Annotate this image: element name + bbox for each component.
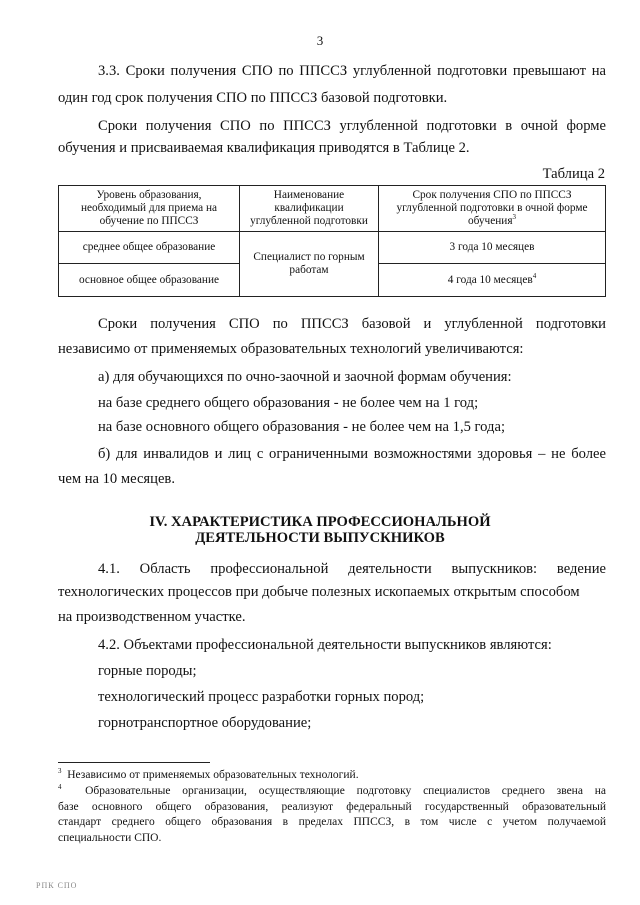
footnote-4-line4: специальности СПО. xyxy=(58,831,162,844)
qualification-table xyxy=(58,185,606,297)
list-item-a2: на базе основного общего образования - не более чем на 1,5 года; xyxy=(98,419,506,435)
section-heading-line2: ДЕЯТЕЛЬНОСТИ ВЫПУСКНИКОВ xyxy=(195,530,445,546)
para-table-intro-line2: обучения и присваиваемая квалификация приводятся в Таблице 2. xyxy=(58,140,470,156)
page-number: 3 xyxy=(316,33,324,48)
footnote-ref-3: 3 xyxy=(512,213,517,222)
para-4-1-line3: на производственном участке. xyxy=(58,609,246,625)
para-3-3-line1: 3.3. Сроки получения СПО по ППССЗ углубленной подготовки превышают на xyxy=(98,63,606,79)
footnote-4-line1: Образовательные организации, осуществляющие подготовку специалистов среднего звена на xyxy=(85,785,606,797)
table-row xyxy=(59,232,606,264)
header-term-text: Срок получения СПО по ППССЗ углубленной подготовки в очной форме обучения xyxy=(396,189,588,227)
list-item: горные породы; xyxy=(98,663,197,679)
footnote-4-mark: 4 xyxy=(58,783,62,792)
list-item-b-line1: б) для инвалидов и лиц с ограниченными возможностями здоровья – не более xyxy=(98,446,606,462)
row2-term-text: 4 года 10 месяцев xyxy=(447,273,533,286)
table-label: Таблица 2 xyxy=(542,166,605,182)
footnote-4-line2: базе основного общего образования, реализуют федеральный государственный образовательный xyxy=(58,800,606,813)
para-4-1-line2: технологических процессов при добыче полезных ископаемых открытым способом xyxy=(58,584,580,600)
footnote-4 xyxy=(58,784,606,846)
header-education-level: Уровень образования, необходимый для приема на обучение по ППССЗ xyxy=(59,186,240,232)
footnote-separator xyxy=(58,762,210,763)
list-item-b-line2: чем на 10 месяцев. xyxy=(58,471,175,487)
table-header-row xyxy=(59,186,606,232)
para-4-1-line1: 4.1. Область профессиональной деятельности выпускников: ведение xyxy=(98,561,606,577)
list-item: технологический процесс разработки горных пород; xyxy=(98,689,425,705)
section-heading-line1: IV. ХАРАКТЕРИСТИКА ПРОФЕССИОНАЛЬНОЙ xyxy=(149,514,491,530)
footnote-4-line3: стандарт среднего общего образования в пределах ППССЗ, в том числе с учетом получаемой xyxy=(58,816,606,828)
stamp-mark: РПК СПО xyxy=(36,881,78,890)
para-table-intro-line1: Сроки получения СПО по ППССЗ углубленной подготовки в очной форме xyxy=(98,118,606,134)
list-item-a: а) для обучающихся по очно-заочной и заочной формам обучения: xyxy=(98,369,512,385)
footnote-3 xyxy=(58,768,359,784)
para-increase-line1: Сроки получения СПО по ППССЗ базовой и углубленной подготовки xyxy=(98,316,606,332)
qualification-cell: Специалист по горным работам xyxy=(240,232,379,297)
row2-level: основное общее образование xyxy=(59,264,240,297)
footnote-3-text: Независимо от применяемых образовательных технологий. xyxy=(67,769,359,781)
header-term xyxy=(379,186,606,232)
para-4-2-intro: 4.2. Объектами профессиональной деятельности выпускников являются: xyxy=(98,637,552,653)
list-item-a1: на базе среднего общего образования - не более чем на 1 год; xyxy=(98,395,479,411)
footnote-ref-4: 4 xyxy=(532,271,537,280)
row2-term xyxy=(379,264,606,297)
list-item: горнотранспортное оборудование; xyxy=(98,715,312,731)
para-3-3-line2: один год срок получения СПО по ППССЗ базовой подготовки. xyxy=(58,90,448,106)
para-increase-line2: независимо от применяемых образовательных технологий увеличиваются: xyxy=(58,341,524,357)
row1-level: среднее общее образование xyxy=(59,232,240,264)
row1-term: 3 года 10 месяцев xyxy=(379,232,606,264)
footnote-3-mark: 3 xyxy=(58,767,62,776)
header-qualification: Наименование квалификации углубленной подготовки xyxy=(240,186,379,232)
